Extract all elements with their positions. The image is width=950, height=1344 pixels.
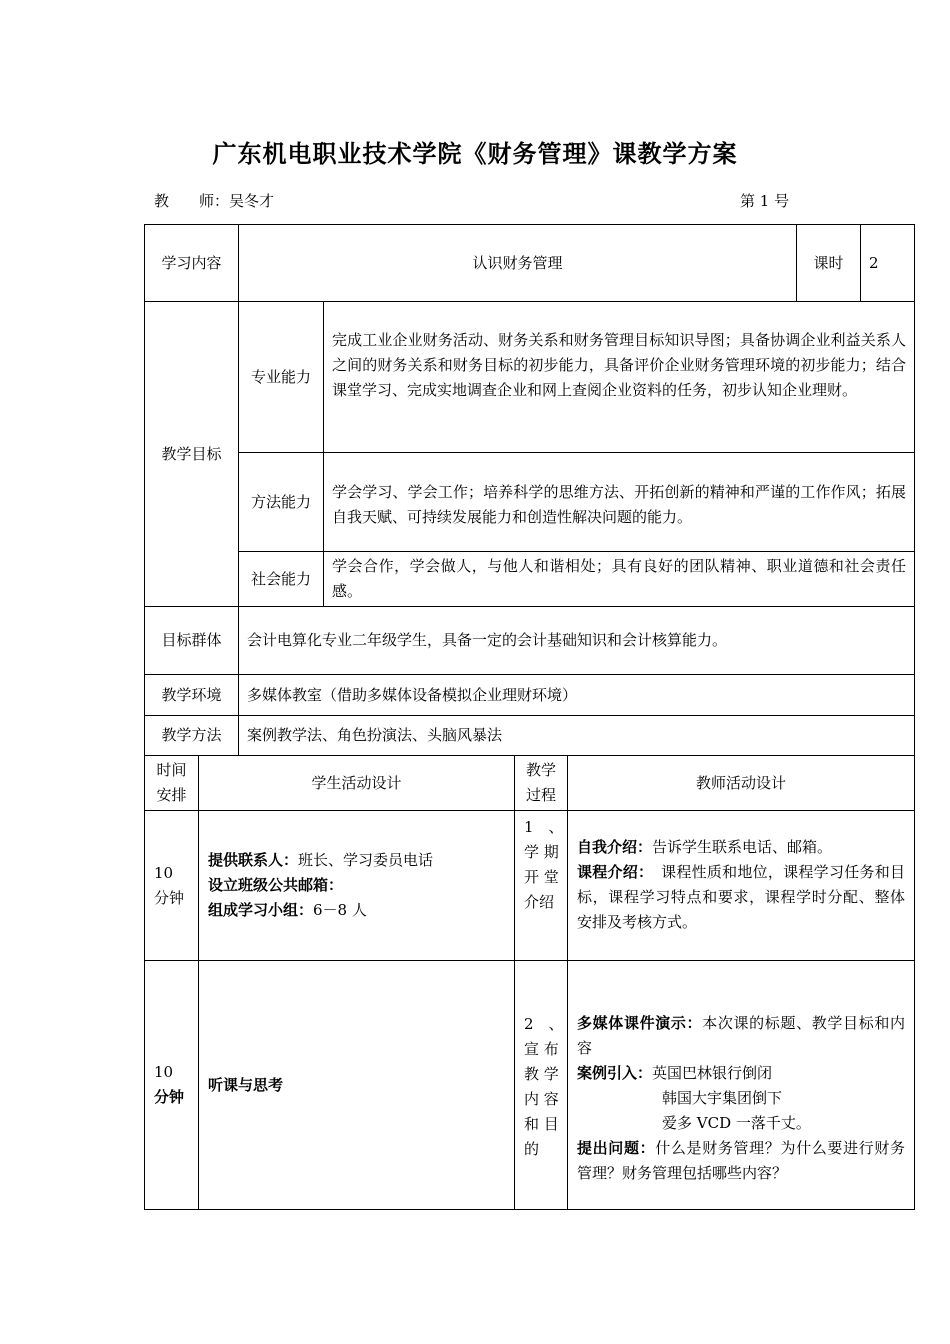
goal-method-text: 学会学习、学会工作；培养科学的思维方法、开拓创新的精神和严谨的工作作风；拓展自我天赋、可持续发展能力和创造性解决问题的能力。 (323, 452, 915, 552)
header-time: 时间 安排 (144, 755, 199, 811)
study-content-value: 认识财务管理 (238, 224, 797, 302)
row1-process: 1 、 学 期 开 堂 介绍 (514, 810, 568, 961)
row1-student-activity (198, 810, 515, 961)
document-title: 广东机电职业技术学院《财务管理》课教学方案 (212, 139, 738, 168)
list-item: 多媒体课件演示：本次课的标题、教学目标和内容 (577, 1014, 905, 1057)
header-teacher-activity: 教师活动设计 (567, 755, 915, 811)
list-item: 案例引入：英国巴林银行倒闭 (577, 1064, 773, 1082)
row2-student-activity (198, 960, 515, 1210)
row2-process: 2 、 宣 布 教 学 内 容 和 目 的 (514, 960, 568, 1210)
environment-text: 多媒体教室（借助多媒体设备模拟企业理财环境） (238, 674, 915, 716)
hours-value: 2 (860, 224, 915, 302)
list-item: 设立班级公共邮箱： (208, 876, 344, 894)
list-item: 提出问题：什么是财务管理？为什么要进行财务管理？财务管理包括哪些内容？ (577, 1139, 905, 1182)
list-item: 听课与思考 (208, 1075, 284, 1094)
list-item: 自我介绍：告诉学生联系电话、邮箱。 (577, 838, 833, 856)
list-item: 爱多 VCD 一落千丈。 (662, 1114, 811, 1132)
list-item: 提供联系人：班长、学习委员电话 (208, 851, 434, 869)
goals-label: 教学目标 (144, 301, 239, 607)
header-process: 教学 过程 (514, 755, 568, 811)
list-item: 韩国大宇集团倒下 (662, 1089, 783, 1107)
goal-method-label: 方法能力 (238, 452, 324, 552)
teacher-name: 教 师：吴冬才 (154, 192, 275, 210)
row1-time: 10 分钟 (144, 810, 199, 961)
row2-teacher-activity (567, 960, 915, 1210)
target-group-text: 会计电算化专业二年级学生，具备一定的会计基础知识和会计核算能力。 (238, 606, 915, 675)
method-text: 案例教学法、角色扮演法、头脑风暴法 (238, 715, 915, 756)
goal-professional-label: 专业能力 (238, 301, 324, 453)
list-item: 课程介绍： 课程性质和地位，课程学习任务和目标，课程学习特点和要求，课程学时分配、整体安排及考核方式。 (577, 863, 905, 931)
header-student-activity: 学生活动设计 (198, 755, 515, 811)
goal-professional-text: 完成工业企业财务活动、财务关系和财务管理目标知识导图；具备协调企业利益关系人之间的财务关系和财务目标的初步能力，具备评价企业财务管理环境的初步能力；结合课堂学习、完成实地调查企业和网上查阅企业资料的任务，初步认知企业理财。 (323, 301, 915, 453)
method-label: 教学方法 (144, 715, 239, 756)
hours-label: 课时 (796, 224, 861, 302)
row2-time: 10 分钟 (144, 960, 199, 1210)
study-content-label: 学习内容 (144, 224, 239, 302)
goal-social-text: 学会合作，学会做人，与他人和谐相处；具有良好的团队精神、职业道德和社会责任感。 (323, 551, 915, 607)
environment-label: 教学环境 (144, 674, 239, 716)
target-group-label: 目标群体 (144, 606, 239, 675)
row1-teacher-activity (567, 810, 915, 961)
goal-social-label: 社会能力 (238, 551, 324, 607)
list-item: 组成学习小组：6－8 人 (208, 901, 367, 919)
plan-number: 第 1 号 (740, 192, 790, 210)
